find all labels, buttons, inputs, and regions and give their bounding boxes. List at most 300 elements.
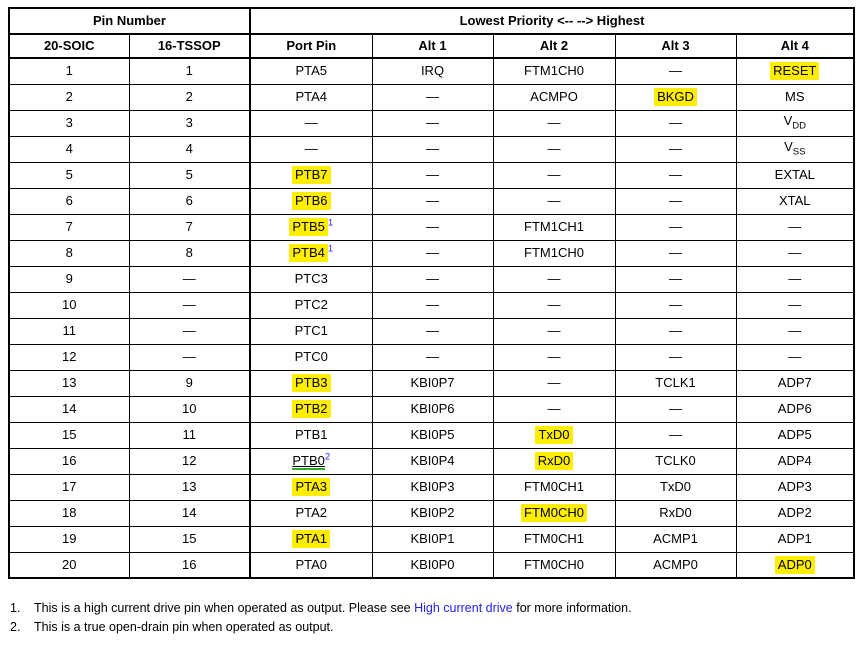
cell-text: 8 (185, 244, 193, 260)
footnotes (10, 601, 632, 639)
cell-r11-c4 (372, 318, 493, 344)
cell-r14-c5 (493, 396, 615, 422)
cell-r10-c4 (372, 292, 493, 318)
cell-text: 7 (185, 218, 193, 234)
cell-text: — (669, 400, 682, 416)
cell-r7-c2 (129, 214, 250, 240)
cell-text: — (547, 114, 561, 130)
cell-r13-c7 (736, 370, 854, 396)
cell-text: — (426, 140, 439, 156)
group-header-priority: Lowest Priority <-- --> Highest (250, 8, 854, 34)
cell-text: — (669, 296, 682, 312)
cell-text: — (788, 296, 802, 312)
cell-text: — (182, 348, 196, 364)
highlighted-text: PTB6 (292, 192, 331, 210)
cell-text: ACMPO (530, 88, 578, 104)
cell-text: — (547, 374, 561, 390)
cell-text: 14 (182, 504, 197, 520)
cell-text: KBI0P3 (410, 478, 455, 494)
cell-text: 1 (65, 63, 73, 79)
cell-r10-c7 (736, 292, 854, 318)
group-header-pin-number: Pin Number (9, 8, 250, 34)
cell-r8-c1 (9, 240, 129, 266)
cell-r3-c5 (493, 110, 615, 136)
cell-r15-c2 (129, 422, 250, 448)
cell-r3-c3 (250, 110, 372, 136)
cell-r15-c7 (736, 422, 854, 448)
cell-r18-c7 (736, 500, 854, 526)
cell-text: PTC0 (294, 348, 328, 364)
cell-r11-c7 (736, 318, 854, 344)
cell-r18-c6 (615, 500, 736, 526)
cell-text: ADP4 (777, 452, 812, 468)
cell-r2-c1 (9, 84, 129, 110)
highlighted-text: RESET (770, 62, 819, 80)
cell-text: 17 (62, 478, 77, 494)
table-body (9, 58, 854, 578)
cell-r1-c5 (493, 58, 615, 84)
cell-r4-c3 (250, 136, 372, 162)
cell-r8-c5 (493, 240, 615, 266)
cell-r3-c1 (9, 110, 129, 136)
cell-r8-c2 (129, 240, 250, 266)
cell-r19-c2 (129, 526, 250, 552)
cell-text: FTM0CH1 (524, 478, 584, 494)
cell-text: 15 (182, 530, 197, 546)
cell-r12-c4 (372, 344, 493, 370)
cell-r1-c7 (736, 58, 854, 84)
cell-r17-c2 (129, 474, 250, 500)
cell-text: KBI0P0 (410, 556, 455, 572)
cell-r9-c6 (615, 266, 736, 292)
cell-text: 19 (62, 530, 77, 546)
cell-r5-c2 (129, 162, 250, 188)
footnote-ref[interactable]: 1 (327, 217, 334, 229)
cell-text: MS (785, 88, 805, 104)
cell-text: — (669, 322, 682, 338)
highlighted-text: ADP0 (775, 556, 815, 574)
cell-r7-c4 (372, 214, 493, 240)
column-header-port-pin: Port Pin (250, 34, 372, 58)
cell-r11-c5 (493, 318, 615, 344)
highlighted-text: PTB2 (292, 400, 331, 418)
cell-text: — (669, 192, 682, 208)
cell-r20-c3 (250, 552, 372, 578)
table-row (9, 58, 854, 84)
cell-r1-c6 (615, 58, 736, 84)
cell-r2-c5 (493, 84, 615, 110)
table-row (9, 214, 854, 240)
footnote-number: 2. (10, 620, 21, 634)
cell-text: TCLK1 (655, 374, 696, 390)
cell-r13-c5 (493, 370, 615, 396)
cell-r14-c2 (129, 396, 250, 422)
cell-r16-c7 (736, 448, 854, 474)
cell-r16-c6 (615, 448, 736, 474)
cell-text: — (426, 114, 439, 130)
cell-r20-c1 (9, 552, 129, 578)
cell-text: KBI0P5 (410, 426, 455, 442)
cell-text: IRQ (420, 63, 445, 79)
cell-text: PTB1 (294, 426, 328, 442)
cell-r16-c5 (493, 448, 615, 474)
cell-text: 15 (62, 426, 77, 442)
cell-text: ADP5 (777, 426, 812, 442)
cell-r5-c6 (615, 162, 736, 188)
cell-r19-c7 (736, 526, 854, 552)
cell-text: KBI0P4 (410, 452, 455, 468)
cell-text: 4 (65, 140, 73, 156)
cell-r5-c4 (372, 162, 493, 188)
cell-text: — (788, 244, 802, 260)
cell-r1-c1 (9, 58, 129, 84)
cell-text: — (426, 296, 439, 312)
footnote-1-pre: This is a high current drive pin when operated as output. Please see (34, 601, 415, 615)
cell-text: 2 (65, 88, 73, 104)
cell-text: — (669, 218, 682, 234)
cell-r20-c7 (736, 552, 854, 578)
cell-text: TCLK0 (655, 452, 696, 468)
cell-r1-c2 (129, 58, 250, 84)
cell-text: — (788, 270, 802, 286)
cell-r19-c3 (250, 526, 372, 552)
cell-r11-c6 (615, 318, 736, 344)
cell-r17-c1 (9, 474, 129, 500)
cell-r12-c5 (493, 344, 615, 370)
cell-text: ACMP0 (653, 556, 698, 572)
cell-text: $V_{SS}$ (784, 138, 806, 158)
highlighted-text: PTA1 (292, 530, 330, 548)
cell-text: $V_{DD}$ (783, 112, 806, 132)
footnote-number: 1. (10, 601, 21, 615)
cell-text: FTM0CH0 (524, 556, 584, 572)
cell-text: — (669, 114, 682, 130)
cell-text: KBI0P7 (410, 374, 455, 390)
cell-r7-c7 (736, 214, 854, 240)
cell-text: — (426, 244, 439, 260)
cell-r3-c2 (129, 110, 250, 136)
cell-text: ADP7 (777, 374, 812, 390)
cell-text: KBI0P1 (410, 530, 455, 546)
cell-text: — (788, 348, 802, 364)
cell-text: — (426, 192, 439, 208)
cell-r12-c2 (129, 344, 250, 370)
cell-text: ADP2 (777, 504, 812, 520)
cell-text: 6 (185, 192, 193, 208)
cell-r17-c4 (372, 474, 493, 500)
cell-r17-c7 (736, 474, 854, 500)
subscript-text: DD (792, 120, 806, 132)
cell-r10-c5 (493, 292, 615, 318)
cell-r20-c4 (372, 552, 493, 578)
cell-text: 12 (182, 452, 197, 468)
cell-r7-c1 (9, 214, 129, 240)
cell-r3-c4 (372, 110, 493, 136)
cell-text: — (788, 218, 802, 234)
cell-r11-c1 (9, 318, 129, 344)
cell-r4-c5 (493, 136, 615, 162)
cell-text: — (669, 166, 682, 182)
cell-r10-c2 (129, 292, 250, 318)
highlighted-text: FTM0CH0 (521, 504, 587, 522)
cell-r9-c1 (9, 266, 129, 292)
cell-text: — (426, 270, 439, 286)
cell-text: 7 (65, 218, 73, 234)
cell-text: — (669, 244, 682, 260)
cell-r20-c6 (615, 552, 736, 578)
cell-r4-c2 (129, 136, 250, 162)
highlighted-text: PTB7 (292, 166, 331, 184)
cell-r11-c2 (129, 318, 250, 344)
cell-r9-c5 (493, 266, 615, 292)
cell-text: XTAL (778, 192, 811, 208)
cell-r15-c5 (493, 422, 615, 448)
cell-r12-c6 (615, 344, 736, 370)
cell-text: — (304, 114, 318, 130)
subscript-text: SS (792, 146, 806, 158)
cell-r6-c1 (9, 188, 129, 214)
table-row (9, 448, 854, 474)
cell-r17-c3 (250, 474, 372, 500)
cell-text: — (547, 400, 561, 416)
footnote-text: This is a true open-drain pin when operated as output. (34, 620, 334, 634)
cell-text: 5 (65, 166, 73, 182)
cell-text: PTA2 (295, 504, 328, 520)
table-row (9, 266, 854, 292)
cell-text: 12 (62, 348, 77, 364)
cell-text: 8 (65, 244, 73, 260)
cell-text: PTA5 (295, 63, 328, 79)
cell-text: — (426, 348, 439, 364)
column-header-alt3: Alt 3 (615, 34, 736, 58)
cell-text: — (547, 296, 561, 312)
cell-text: PTA4 (295, 88, 328, 104)
cell-text: 13 (182, 478, 197, 494)
cell-r14-c1 (9, 396, 129, 422)
cell-r15-c3 (250, 422, 372, 448)
highlighted-text: RxD0 (535, 452, 574, 470)
cell-text: FTM0CH1 (524, 530, 584, 546)
cell-text: — (669, 63, 682, 79)
cell-text: PTC2 (294, 296, 328, 312)
cell-r9-c4 (372, 266, 493, 292)
cell-r16-c1 (9, 448, 129, 474)
cell-text: — (182, 296, 196, 312)
cell-text: 10 (182, 400, 197, 416)
footnote-ref[interactable]: 1 (327, 243, 334, 255)
cell-text: 2 (185, 88, 193, 104)
table-row (9, 422, 854, 448)
table-row (9, 162, 854, 188)
cell-text: — (547, 140, 561, 156)
cell-r6-c4 (372, 188, 493, 214)
cell-text: 14 (62, 400, 77, 416)
cell-text: RxD0 (659, 504, 692, 520)
cell-r19-c4 (372, 526, 493, 552)
cell-text: PTA0 (295, 556, 328, 572)
column-header-alt2: Alt 2 (493, 34, 615, 58)
cell-r2-c6 (615, 84, 736, 110)
highlighted-text: TxD0 (535, 426, 572, 444)
cell-r12-c3 (250, 344, 372, 370)
cell-r11-c3 (250, 318, 372, 344)
cell-text: 5 (185, 166, 193, 182)
cell-r9-c3 (250, 266, 372, 292)
cell-r8-c6 (615, 240, 736, 266)
cell-text: — (426, 322, 439, 338)
column-header-20-soic: 20-SOIC (9, 34, 129, 58)
cell-text: 9 (65, 270, 73, 286)
pin-assignment-table (8, 7, 855, 579)
cell-text: — (547, 322, 561, 338)
cell-r3-c6 (615, 110, 736, 136)
cell-r16-c3 (250, 448, 372, 474)
cell-text: 16 (62, 452, 77, 468)
table-row (9, 136, 854, 162)
cell-text: — (304, 140, 318, 156)
footnote-1 (10, 601, 632, 616)
cell-r10-c3 (250, 292, 372, 318)
cell-text: 1 (185, 63, 193, 79)
cell-text: 18 (62, 504, 77, 520)
cell-r20-c5 (493, 552, 615, 578)
cell-text: PTB0 (292, 452, 325, 468)
column-header-alt1: Alt 1 (372, 34, 493, 58)
cell-r6-c6 (615, 188, 736, 214)
cell-text: 9 (185, 374, 193, 390)
cell-text: PTC3 (294, 270, 328, 286)
cell-text: — (426, 166, 439, 182)
cell-r20-c2 (129, 552, 250, 578)
table-row (9, 188, 854, 214)
cell-r10-c1 (9, 292, 129, 318)
cell-r4-c4 (372, 136, 493, 162)
cell-r4-c6 (615, 136, 736, 162)
high-current-drive-link[interactable]: High current drive (414, 601, 513, 615)
cell-r1-c4 (372, 58, 493, 84)
cell-r7-c6 (615, 214, 736, 240)
table-row (9, 474, 854, 500)
highlighted-text: PTB3 (292, 374, 331, 392)
cell-text: 11 (182, 426, 196, 442)
table-row (9, 110, 854, 136)
cell-text: ADP1 (777, 530, 812, 546)
cell-r2-c3 (250, 84, 372, 110)
cell-text: KBI0P6 (410, 400, 455, 416)
cell-text: — (669, 348, 682, 364)
cell-text: 3 (65, 114, 73, 130)
cell-text: KBI0P2 (410, 504, 455, 520)
table-row (9, 318, 854, 344)
highlighted-text: BKGD (654, 88, 697, 106)
cell-text: 16 (182, 556, 197, 572)
cell-r8-c3 (250, 240, 372, 266)
table-row (9, 396, 854, 422)
cell-r14-c4 (372, 396, 493, 422)
cell-text: — (669, 140, 682, 156)
cell-text: ADP6 (777, 400, 812, 416)
group-header-row (9, 8, 854, 34)
cell-text: PTC1 (294, 322, 328, 338)
cell-r18-c5 (493, 500, 615, 526)
cell-text: ADP3 (777, 478, 812, 494)
cell-r8-c4 (372, 240, 493, 266)
cell-r13-c6 (615, 370, 736, 396)
cell-r16-c2 (129, 448, 250, 474)
table-row (9, 552, 854, 578)
cell-text: — (669, 426, 682, 442)
cell-r2-c7 (736, 84, 854, 110)
cell-r15-c6 (615, 422, 736, 448)
cell-r15-c1 (9, 422, 129, 448)
footnote-text (34, 601, 632, 616)
cell-text: TxD0 (659, 478, 692, 494)
cell-r1-c3 (250, 58, 372, 84)
cell-r12-c7 (736, 344, 854, 370)
cell-text: 4 (185, 140, 193, 156)
cell-text: — (547, 166, 561, 182)
cell-r13-c4 (372, 370, 493, 396)
cell-text: — (547, 348, 561, 364)
cell-r5-c5 (493, 162, 615, 188)
cell-r13-c1 (9, 370, 129, 396)
cell-text: FTM1CH0 (524, 244, 584, 260)
cell-r19-c1 (9, 526, 129, 552)
cell-r2-c2 (129, 84, 250, 110)
footnote-ref[interactable]: 2 (324, 451, 331, 463)
cell-text: — (547, 192, 561, 208)
cell-r19-c5 (493, 526, 615, 552)
column-header-row (9, 34, 854, 58)
cell-r12-c1 (9, 344, 129, 370)
cell-r9-c7 (736, 266, 854, 292)
cell-text: — (788, 322, 802, 338)
cell-r18-c1 (9, 500, 129, 526)
column-header-16-tssop: 16-TSSOP (129, 34, 250, 58)
cell-text: FTM1CH1 (524, 218, 584, 234)
table-row (9, 344, 854, 370)
table-row (9, 526, 854, 552)
cell-r2-c4 (372, 84, 493, 110)
cell-text: — (547, 270, 561, 286)
cell-r5-c3 (250, 162, 372, 188)
cell-r14-c6 (615, 396, 736, 422)
cell-text: — (669, 270, 682, 286)
cell-r4-c7 (736, 136, 854, 162)
cell-r18-c3 (250, 500, 372, 526)
cell-r18-c4 (372, 500, 493, 526)
footnote-1-post: for more information. (512, 601, 632, 615)
cell-r14-c7 (736, 396, 854, 422)
cell-r6-c7 (736, 188, 854, 214)
cell-text: 10 (62, 296, 77, 312)
cell-text: — (426, 218, 439, 234)
cell-r18-c2 (129, 500, 250, 526)
cell-r4-c1 (9, 136, 129, 162)
cell-r6-c2 (129, 188, 250, 214)
column-header-alt4: Alt 4 (736, 34, 854, 58)
cell-text: EXTAL (774, 166, 815, 182)
cell-text: 20 (62, 556, 77, 572)
cell-r16-c4 (372, 448, 493, 474)
cell-text: 6 (65, 192, 73, 208)
cell-r19-c6 (615, 526, 736, 552)
cell-r15-c4 (372, 422, 493, 448)
cell-text: ACMP1 (653, 530, 698, 546)
cell-r14-c3 (250, 396, 372, 422)
cell-r17-c5 (493, 474, 615, 500)
cell-r6-c3 (250, 188, 372, 214)
